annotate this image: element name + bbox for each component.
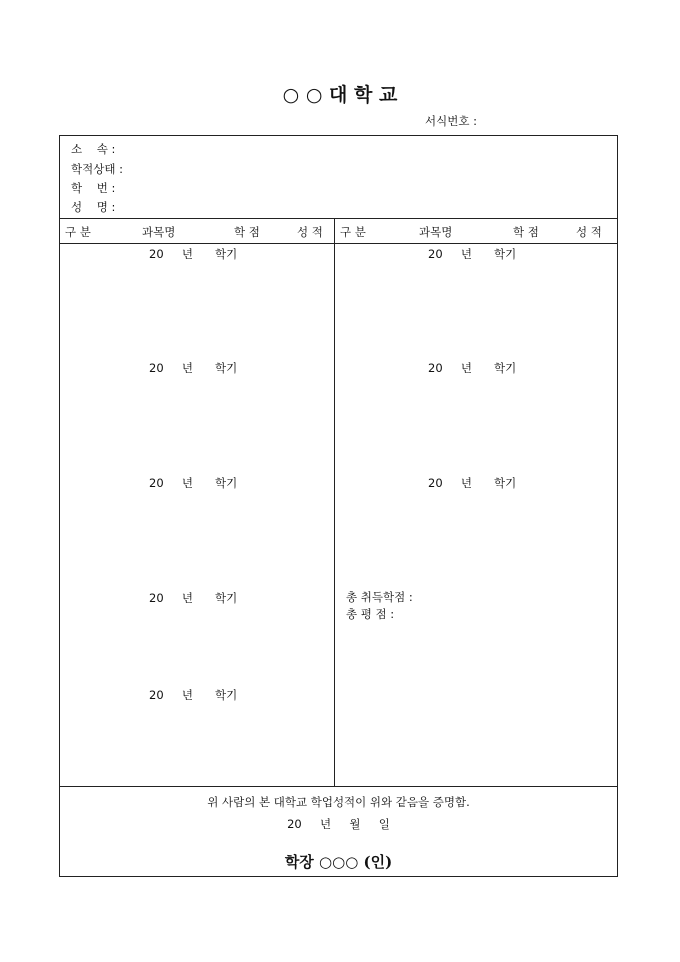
right-grade-header: 성 적 [576, 225, 602, 239]
name-label: 성 명 : [71, 200, 116, 214]
column-header-row [60, 218, 617, 244]
right-subject-header: 과목명 [419, 225, 453, 239]
right-credit-header: 학 점 [513, 225, 539, 239]
transcript-form [59, 135, 618, 877]
total-credits-label: 총 취득학점 : [346, 590, 413, 604]
left-credit-header: 학 점 [234, 225, 260, 239]
semester-label: 20 년 학기 [149, 247, 238, 261]
semester-label: 20 년 학기 [149, 361, 238, 375]
dean-signature: 학장 ○○○ (인) [284, 853, 393, 871]
semester-label: 20 년 학기 [428, 361, 517, 375]
semester-label: 20 년 학기 [149, 688, 238, 702]
semester-label: 20 년 학기 [149, 591, 238, 605]
status-label: 학적상태 : [71, 162, 123, 176]
affiliation-label: 소 속 : [71, 142, 116, 156]
form-number-label: 서식번호 : [425, 114, 477, 128]
issue-date: 20 년 월 일 [287, 817, 390, 831]
left-grade-header: 성 적 [297, 225, 323, 239]
right-category-header: 구 분 [340, 225, 366, 239]
total-gpa-label: 총 평 점 : [346, 607, 395, 621]
semester-label: 20 년 학기 [428, 476, 517, 490]
certification-statement: 위 사람의 본 대학교 학업성적이 위와 같음을 증명함. [207, 795, 470, 809]
footer-divider [60, 786, 617, 787]
semester-label: 20 년 학기 [428, 247, 517, 261]
left-category-header: 구 분 [65, 225, 91, 239]
semester-label: 20 년 학기 [149, 476, 238, 490]
student-number-label: 학 번 : [71, 181, 116, 195]
column-divider [334, 218, 335, 786]
document-title: ○ ○ 대 학 교 [282, 84, 398, 106]
student-info-section [60, 136, 617, 219]
left-subject-header: 과목명 [142, 225, 176, 239]
